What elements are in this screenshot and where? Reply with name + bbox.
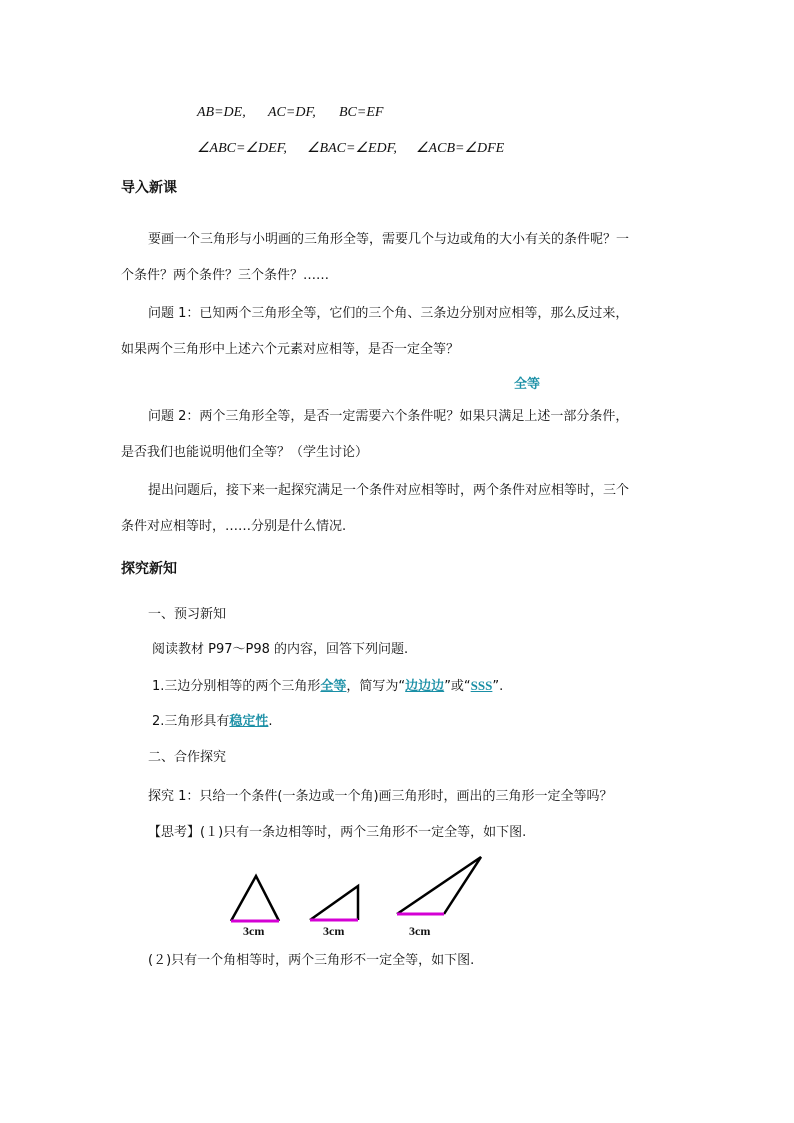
paragraph3-line1: 提出问题后，接下来一起探究满足一个条件对应相等时，两个条件对应相等时，三个 [148, 483, 630, 498]
question1-answer: 全等 [514, 377, 541, 392]
explore1-question: 探究 1：只给一个条件(一条边或一个角)画三角形时，画出的三角形一定全等吗？ [148, 789, 613, 804]
section-title-explore: 探究新知 [121, 561, 177, 577]
equality-ac-df: AC=DF, [268, 105, 316, 120]
triangle-1-label: 3cm [243, 924, 265, 938]
triangle-3 [397, 857, 481, 914]
think2-text: (２)只有一个角相等时，两个三角形不一定全等，如下图. [148, 953, 475, 968]
question1-line1: 问题 1：已知两个三角形全等，它们的三个角、三条边分别对应相等，那么反过来， [148, 306, 629, 321]
subheading-cooperate: 二、合作探究 [148, 750, 227, 765]
intro-paragraph-line2: 个条件？两个条件？三个条件？…… [121, 268, 330, 283]
paragraph3-line2: 条件对应相等时，……分别是什么情况. [121, 519, 347, 534]
item2-prefix: 2.三角形具有 [152, 714, 230, 729]
equality-angle-bac: ∠BAC=∠EDF, [307, 141, 397, 156]
equality-angle-abc: ∠ABC=∠DEF, [197, 141, 287, 156]
item1-answer-sss-cn: 边边边 [405, 679, 445, 694]
triangle-2-label: 3cm [323, 924, 345, 938]
subheading-preview: 一、预习新知 [148, 607, 227, 622]
equality-bc-ef: BC=EF [339, 105, 384, 120]
section-title-intro: 导入新课 [121, 180, 177, 196]
question1-line2: 如果两个三角形中上述六个元素对应相等，是否一定全等？ [121, 342, 460, 357]
item1-end: ”. [492, 679, 504, 694]
question2-line1: 问题 2：两个三角形全等，是否一定需要六个条件呢？如果只满足上述一部分条件， [148, 409, 629, 424]
triangle-1 [231, 876, 279, 921]
item1-mid: ，简写为“ [346, 679, 406, 694]
question2-line2: 是否我们也能说明他们全等？（学生讨论） [121, 445, 369, 460]
triangle-2 [310, 886, 358, 920]
equality-ab-de: AB=DE, [197, 105, 246, 120]
equality-angle-acb: ∠ACB=∠DFE [416, 141, 505, 156]
item2-answer-stability: 稳定性 [229, 714, 269, 729]
item2-end: . [268, 714, 273, 729]
item1-mid2: ”或“ [444, 679, 471, 694]
item1-answer-congruent: 全等 [320, 679, 347, 694]
think-text: 【思考】(１)只有一条边相等时，两个三角形不一定全等，如下图. [148, 825, 527, 840]
intro-paragraph-line1: 要画一个三角形与小明画的三角形全等，需要几个与边或角的大小有关的条件呢？一 [148, 232, 630, 247]
reading-instruction: 阅读教材 P97～P98 的内容，回答下列问题. [152, 642, 409, 657]
triangle-3-label: 3cm [409, 924, 431, 938]
item1-prefix: 1.三边分别相等的两个三角形 [152, 679, 321, 694]
item1-answer-sss: SSS [470, 678, 493, 693]
